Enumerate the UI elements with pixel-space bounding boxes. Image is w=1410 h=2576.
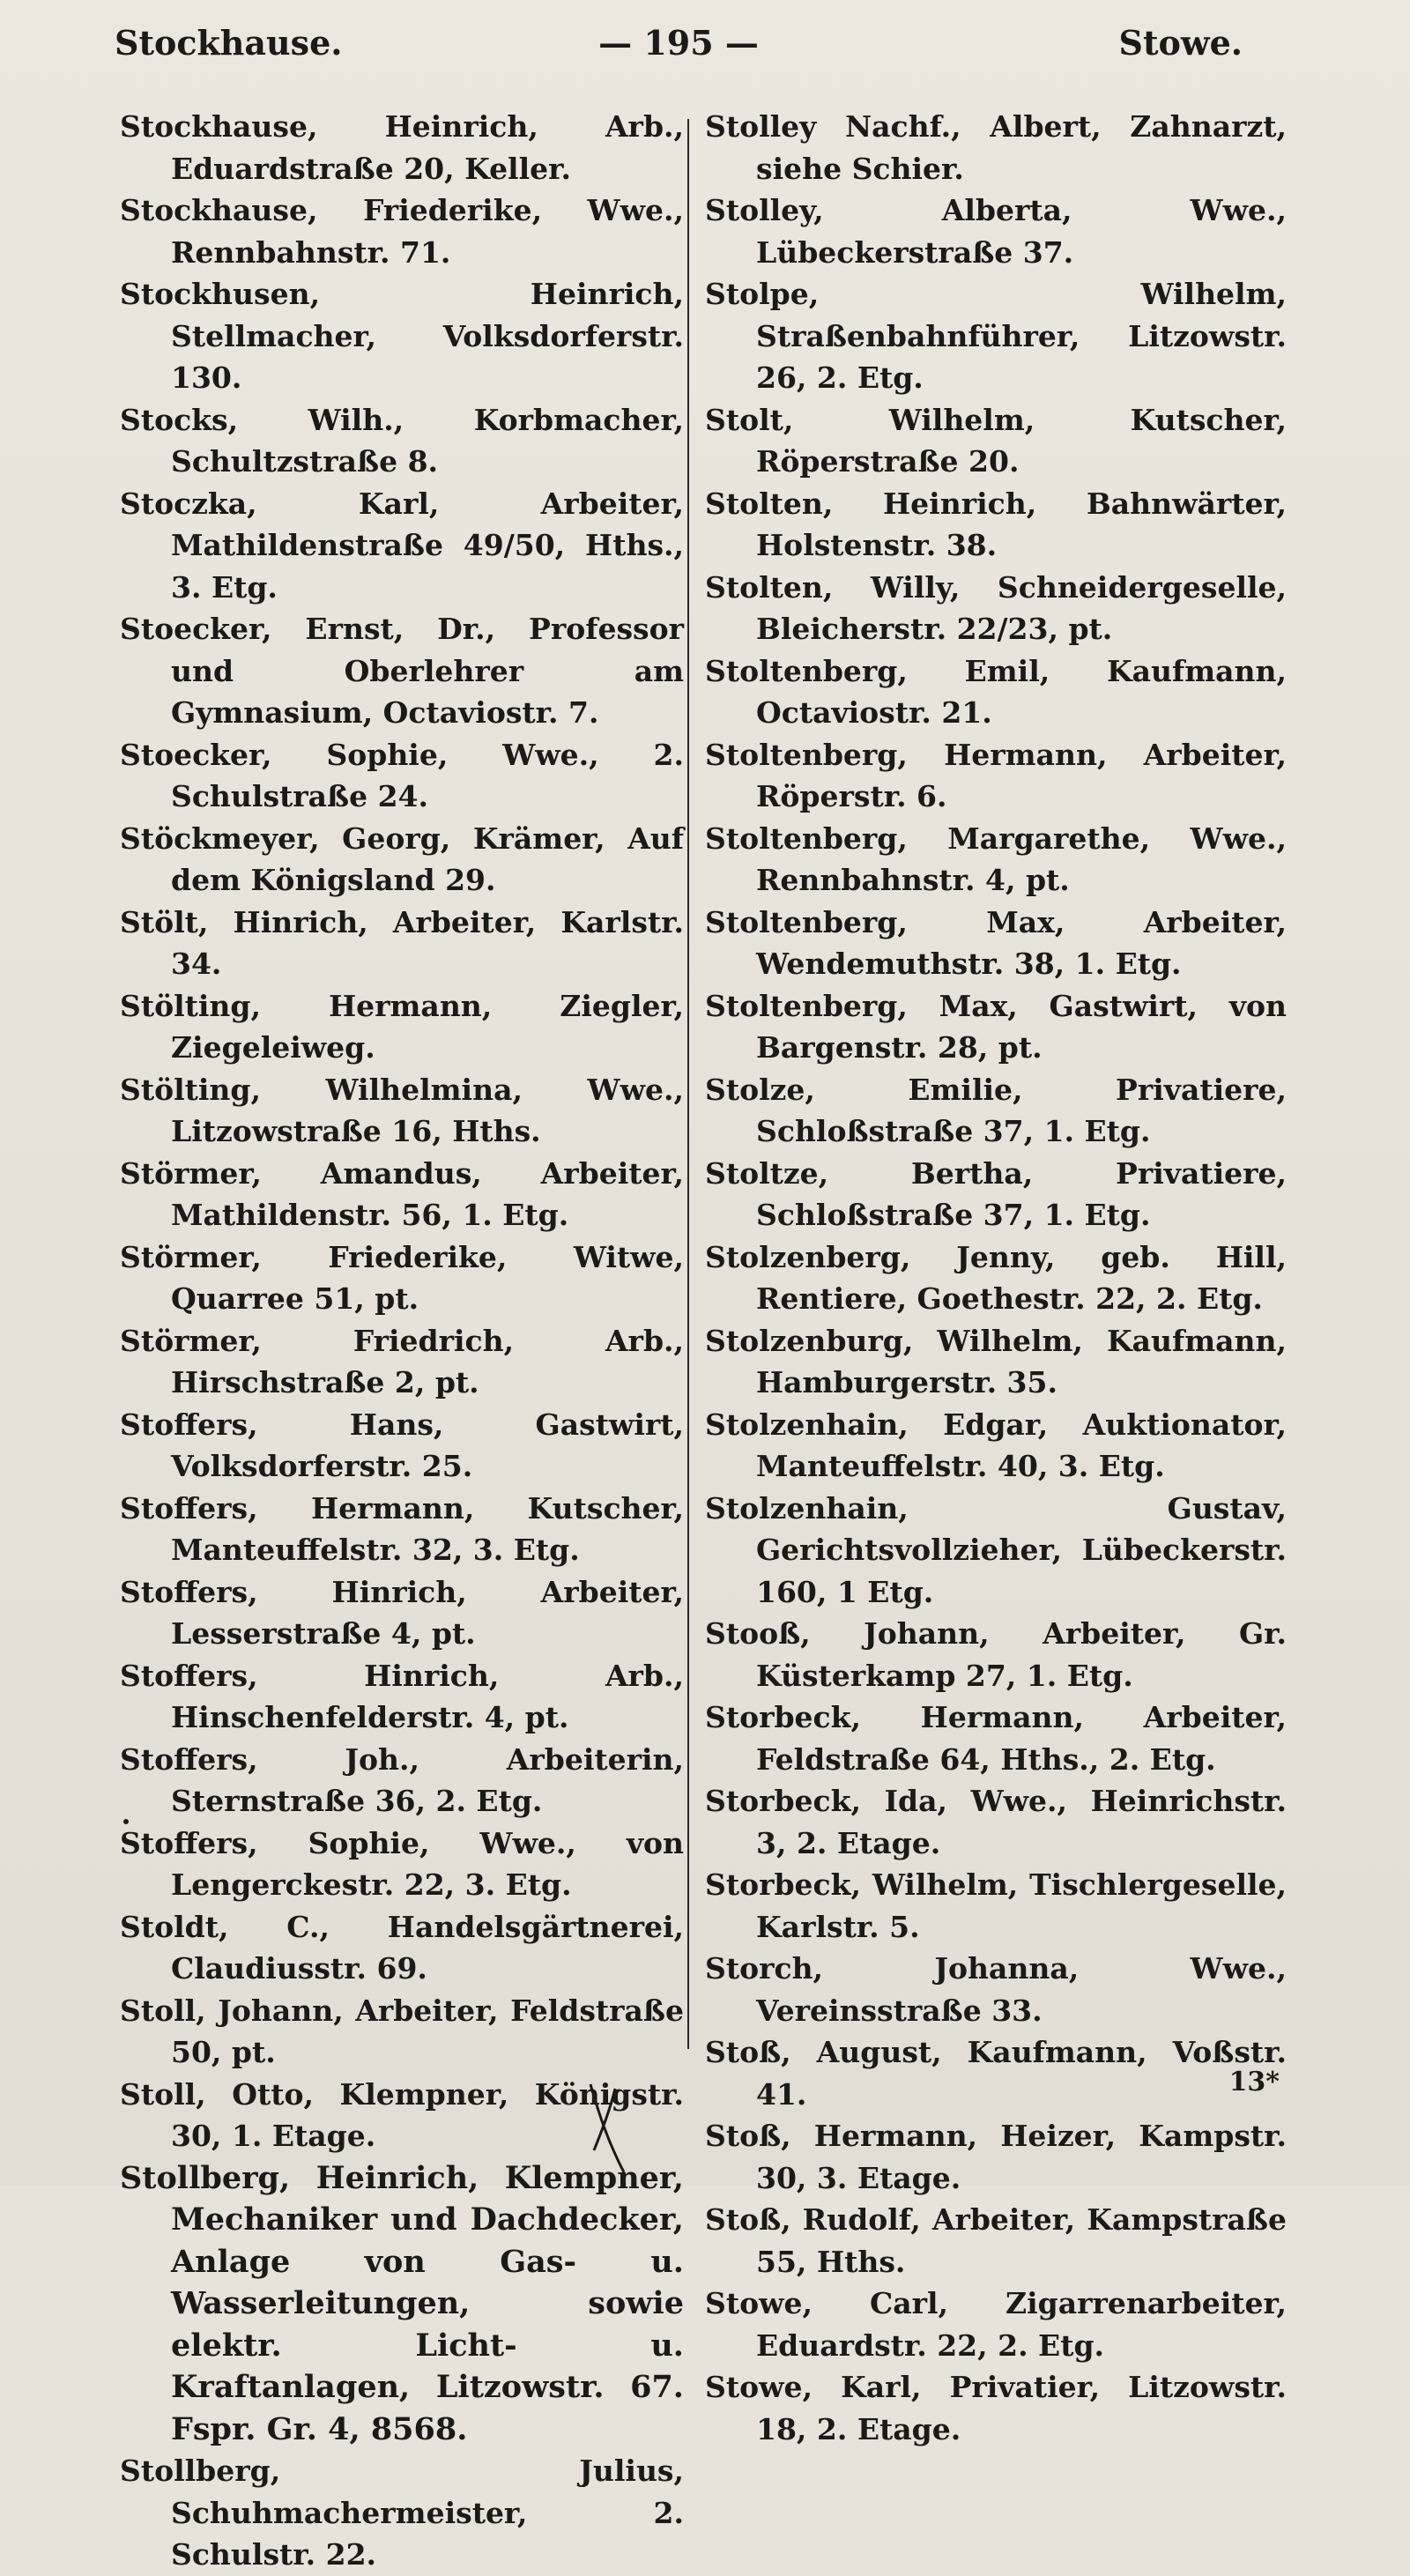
directory-entry: Stolzenhain, Gustav, Gerichtsvollzieher, Lübeckerstr. 160, 1 Etg. xyxy=(705,1490,1287,1609)
directory-entry: Stoffers, Hans, Gastwirt, Volksdorferstr. 25. xyxy=(120,1407,684,1483)
directory-entry: Stoll, Johann, Arbeiter, Feldstraße 50, pt. xyxy=(120,1993,684,2069)
column-divider xyxy=(687,119,689,2049)
directory-entry: Storbeck, Ida, Wwe., Heinrichstr. 3, 2. Etage. xyxy=(705,1784,1287,1860)
directory-entry: Stoltenberg, Hermann, Arbeiter, Röperstr. 6. xyxy=(705,737,1287,813)
ink-dot-mark xyxy=(123,1819,129,1824)
directory-entry: Stoldt, C., Handelsgärtnerei, Claudiusstr. 69. xyxy=(120,1909,684,1986)
directory-entry: Stoltenberg, Margarethe, Wwe., Rennbahnstr. 4, pt. xyxy=(705,820,1287,897)
directory-entry: Stolze, Emilie, Privatiere, Schloßstraße 37, 1. Etg. xyxy=(705,1072,1287,1148)
pen-cross-mark xyxy=(573,2080,643,2177)
directory-entry: Stolzenhain, Edgar, Auktionator, Manteuffelstr. 40, 3. Etg. xyxy=(705,1407,1287,1483)
directory-entry: Stoffers, Hermann, Kutscher, Manteuffelstr. 32, 3. Etg. xyxy=(120,1490,684,1567)
directory-entry: Stolzenburg, Wilhelm, Kaufmann, Hamburgerstr. 35. xyxy=(705,1323,1287,1399)
page-number: — 195 — xyxy=(598,23,759,63)
directory-entry: Stowe, Carl, Zigarrenarbeiter, Eduardstr. 22, 2. Etg. xyxy=(705,2286,1287,2363)
directory-entry: Störmer, Amandus, Arbeiter, Mathildenstr. 56, 1. Etg. xyxy=(120,1155,684,1232)
directory-entry: Stolten, Heinrich, Bahnwärter, Holstenstr. 38. xyxy=(705,486,1287,562)
directory-entry: Stoll, Otto, Klempner, Königstr. 30, 1. Etage. xyxy=(120,2076,684,2153)
directory-entry: Stolzenberg, Jenny, geb. Hill, Rentiere, Goethestr. 22, 2. Etg. xyxy=(705,1239,1287,1316)
directory-entry: Stoltenberg, Max, Arbeiter, Wendemuthstr. 38, 1. Etg. xyxy=(705,904,1287,981)
directory-entry: Stowe, Karl, Privatier, Litzowstr. 18, 2. Etage. xyxy=(705,2370,1287,2446)
directory-entry: Stocks, Wilh., Korbmacher, Schultzstraße 8. xyxy=(120,402,684,479)
directory-entry: Storbeck, Hermann, Arbeiter, Feldstraße 64, Hths., 2. Etg. xyxy=(705,1700,1287,1777)
directory-entry: Stoltze, Bertha, Privatiere, Schloßstraße 37, 1. Etg. xyxy=(705,1155,1287,1232)
header-right-catchword: Stowe. xyxy=(1118,23,1243,63)
directory-entry: Stockhause, Heinrich, Arb., Eduardstraße 20, Keller. xyxy=(120,109,684,186)
directory-entry: Stoltenberg, Max, Gastwirt, von Bargenstr. 28, pt. xyxy=(705,988,1287,1065)
directory-entry: Stoltenberg, Emil, Kaufmann, Octaviostr. 21. xyxy=(705,653,1287,730)
directory-entry: Störmer, Friedrich, Arb., Hirschstraße 2, pt. xyxy=(120,1323,684,1399)
directory-entry: Stolley Nachf., Albert, Zahnarzt, siehe Schier. xyxy=(705,109,1287,186)
directory-entry: Storbeck, Wilhelm, Tischlergeselle, Karlstr. 5. xyxy=(705,1867,1287,1944)
directory-entry: Stoecker, Sophie, Wwe., 2. Schulstraße 24. xyxy=(120,737,684,813)
directory-entry: Stoß, August, Kaufmann, Voßstr. 41. xyxy=(705,2035,1287,2112)
directory-entry: Stoß, Hermann, Heizer, Kampstr. 30, 3. Etage. xyxy=(705,2119,1287,2195)
directory-entry: Stoffers, Hinrich, Arb., Hinschenfelderstr. 4, pt. xyxy=(120,1658,684,1734)
left-column xyxy=(120,106,684,2576)
directory-entry: Stölting, Hermann, Ziegler, Ziegeleiweg. xyxy=(120,988,684,1065)
directory-entry: Stoffers, Joh., Arbeiterin, Sternstraße 36, 2. Etg. xyxy=(120,1741,684,1818)
highlighted-advertisement-entry: Stollberg, Heinrich, Klempner, Mechaniker und Dachdecker, Anlage von Gas- u. Wasserleitungen, sowie elektr. Licht- u. Kraftanlagen, Litzowstr. 67. Fspr. Gr. 4, 8568. xyxy=(120,2159,684,2447)
directory-entry: Stockhusen, Heinrich, Stellmacher, Volksdorferstr. 130. xyxy=(120,277,684,395)
header-left-catchword: Stockhause. xyxy=(115,23,343,63)
directory-entry: Stolt, Wilhelm, Kutscher, Röperstraße 20. xyxy=(705,402,1287,479)
page-header xyxy=(115,16,1243,78)
directory-entry: Stölt, Hinrich, Arbeiter, Karlstr. 34. xyxy=(120,904,684,981)
directory-entry: Störmer, Friederike, Witwe, Quarree 51, pt. xyxy=(120,1239,684,1316)
directory-entry: Stoß, Rudolf, Arbeiter, Kampstraße 55, Hths. xyxy=(705,2202,1287,2279)
signature-mark: 13* xyxy=(1228,2067,1280,2097)
directory-entry: Stolten, Willy, Schneidergeselle, Bleicherstr. 22/23, pt. xyxy=(705,569,1287,646)
directory-entry: Stoffers, Sophie, Wwe., von Lengerckestr. 22, 3. Etg. xyxy=(120,1825,684,1902)
directory-entry: Stooß, Johann, Arbeiter, Gr. Küsterkamp 27, 1. Etg. xyxy=(705,1616,1287,1693)
directory-entry: Stöckmeyer, Georg, Krämer, Auf dem Königsland 29. xyxy=(120,820,684,897)
directory-entry: Stoffers, Hinrich, Arbeiter, Lesserstraße 4, pt. xyxy=(120,1574,684,1651)
directory-entry: Stolpe, Wilhelm, Straßenbahnführer, Litzowstr. 26, 2. Etg. xyxy=(705,277,1287,395)
right-column xyxy=(705,106,1287,2450)
directory-entry: Stolley, Alberta, Wwe., Lübeckerstraße 37. xyxy=(705,193,1287,270)
directory-entry: Stockhause, Friederike, Wwe., Rennbahnstr. 71. xyxy=(120,193,684,270)
directory-entry: Storch, Johanna, Wwe., Vereinsstraße 33. xyxy=(705,1951,1287,2028)
directory-entry: Stoecker, Ernst, Dr., Professor und Oberlehrer am Gymnasium, Octaviostr. 7. xyxy=(120,612,684,730)
directory-entry: Stoczka, Karl, Arbeiter, Mathildenstraße 49/50, Hths., 3. Etg. xyxy=(120,486,684,605)
directory-entry: Stollberg, Julius, Schuhmachermeister, 2. Schulstr. 22. xyxy=(120,2454,684,2572)
directory-entry: Stölting, Wilhelmina, Wwe., Litzowstraße 16, Hths. xyxy=(120,1072,684,1148)
